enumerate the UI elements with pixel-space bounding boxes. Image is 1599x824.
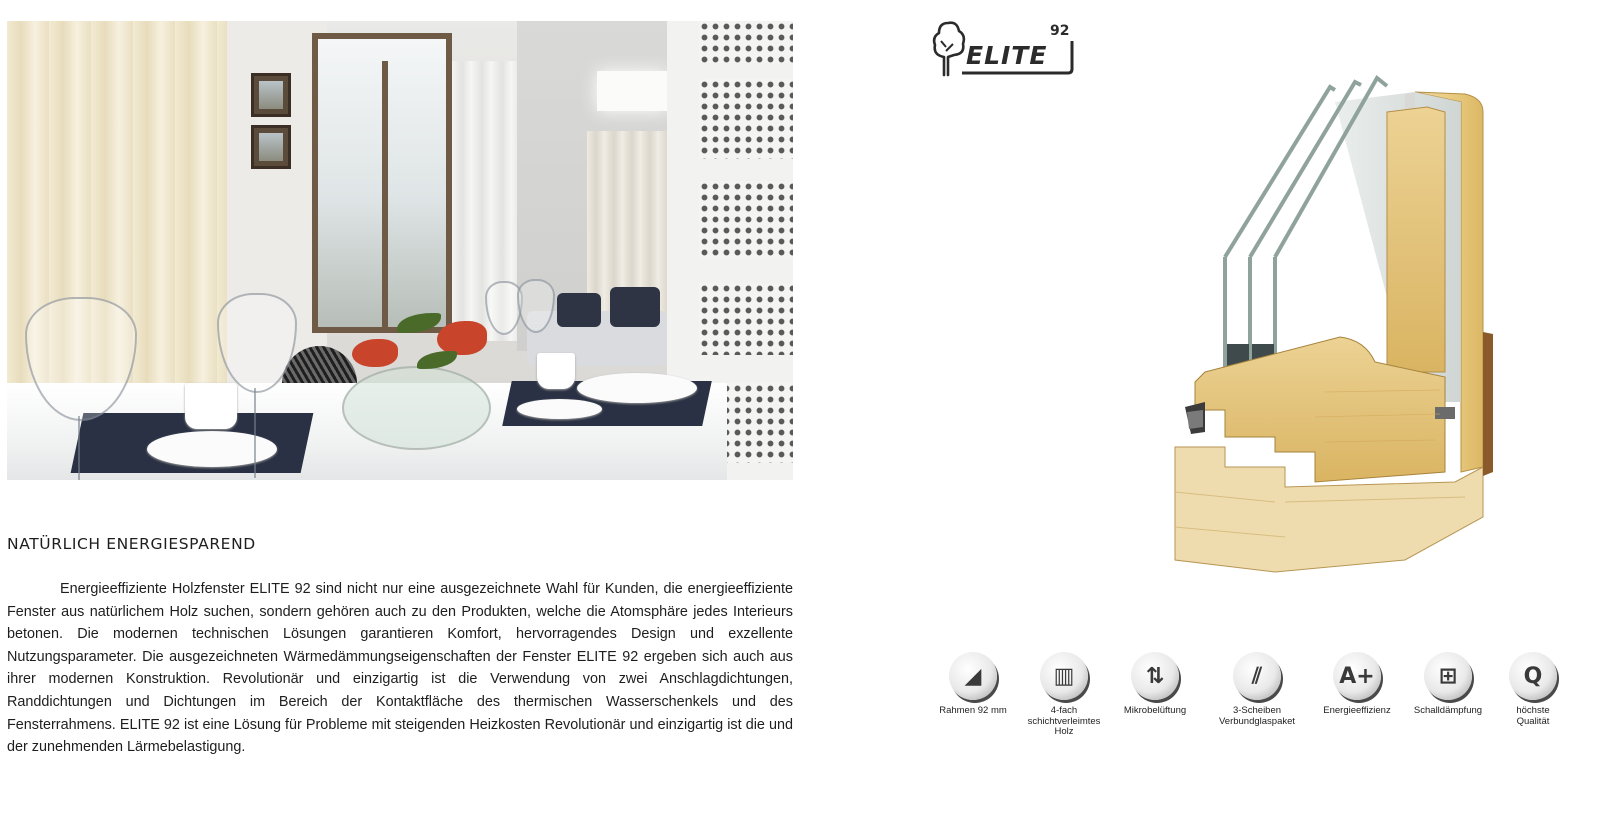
cup	[537, 353, 575, 389]
feature-label: Schalldämpfung	[1413, 705, 1483, 716]
decor-panel	[699, 181, 793, 259]
body-paragraph: Energieeffiziente Holzfenster ELITE 92 sind nicht nur eine ausgezeichnete Wahl für Kunden, die energieeffiziente Fenster aus natürlichem Holz suchen, sondern gehören auch zu den Produkten, welche die Atomsphäre jedes Interieurs betonen. Die modernen technischen Lösungen garantieren Komfort, hervorragendes Design und exzellente Nutzungsparameter. Die ausgezeichneten Wärmedämmungseigenschaften der Fenster ELITE 92 ergeben sich auch aus ihrer modernen Konstruktion. Revolutionär und einzigartig ist die Verwendung von zwei Anschlagdichtungen, Randdichtungen und Dichtungen im Bereich der Kontaktfläche des thermischen Wasserschenkels und des Fensterrahmens. ELITE 92 ist eine Lösung für Probleme mit steigenden Heizkosten Revolutionär und einzigartig ist die und der zunehmenden Lärmebelastigung.	[7, 581, 793, 756]
laminated-wood-icon: ▥	[1040, 652, 1088, 700]
flower	[352, 339, 398, 367]
feature-label: Energieeffizienz	[1323, 705, 1391, 716]
cup	[185, 383, 237, 429]
leaf	[417, 351, 457, 369]
micro-ventilation-icon: ⇅	[1131, 652, 1179, 700]
quality-icon: Q	[1509, 652, 1557, 700]
interior-photo	[7, 21, 793, 480]
decor-panel	[699, 79, 793, 159]
glass-stem	[254, 388, 256, 478]
feature-label: 3-Scheiben Verbundglaspaket	[1218, 705, 1296, 727]
feature-icons-row	[0, 652, 1599, 752]
wall-picture	[251, 73, 291, 117]
plate	[517, 399, 602, 419]
triple-glazing-icon: ⫽	[1233, 652, 1281, 700]
pillow	[610, 287, 660, 327]
ceiling-light	[597, 71, 667, 111]
flower-bowl	[342, 366, 491, 450]
glass-stem	[78, 416, 80, 480]
logo-number: 92	[1050, 23, 1070, 39]
logo-wordmark: ELITE	[966, 41, 1048, 70]
feature-label: Rahmen 92 mm	[939, 705, 1007, 716]
frame-profile-icon: ◢	[949, 652, 997, 700]
brand-logo	[932, 17, 1077, 79]
feature-label: 4-fach schichtverleimtes Holz	[1027, 705, 1101, 737]
feature-label: Mikrobelüftung	[1123, 705, 1187, 716]
flower	[437, 321, 487, 355]
feature-label: höchste Qualität	[1516, 705, 1550, 727]
pillow	[557, 293, 601, 327]
plate	[577, 373, 697, 403]
wall-picture	[251, 125, 291, 169]
sound-insulation-icon: ⊞	[1424, 652, 1472, 700]
feature-triple-glazing	[1202, 652, 1312, 727]
decor-panel	[699, 283, 793, 355]
door-frame	[382, 61, 388, 333]
window-profile-image	[1165, 72, 1505, 577]
decor-panel	[699, 21, 793, 63]
energy-efficiency-icon: A+	[1333, 652, 1381, 700]
section-heading: NATÜRLICH ENERGIESPAREND	[7, 535, 256, 553]
feature-quality	[1478, 652, 1588, 727]
feature-micro-ventilation	[1100, 652, 1210, 717]
plate	[147, 431, 277, 467]
